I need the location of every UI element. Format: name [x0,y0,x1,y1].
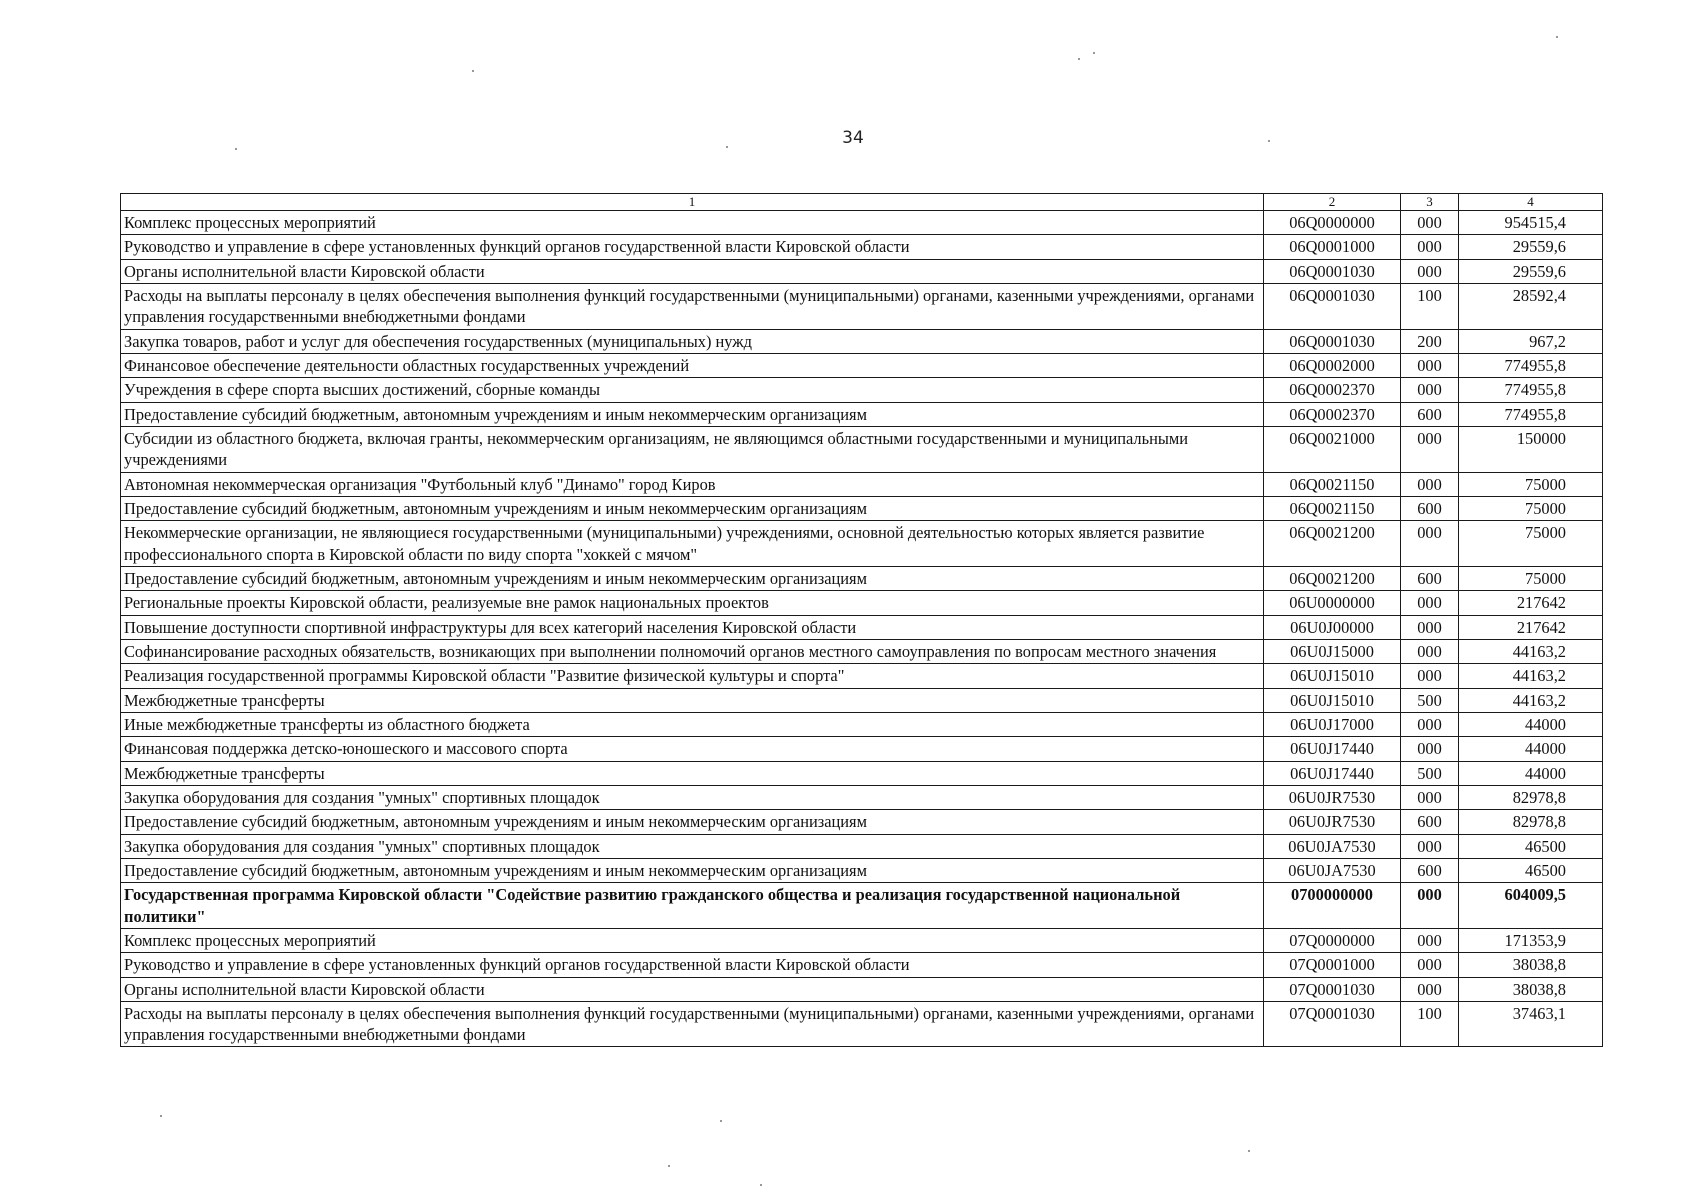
row-type-cell: 600 [1401,858,1459,882]
row-sum-cell: 44000 [1459,761,1603,785]
row-name-cell: Межбюджетные трансферты [121,688,1264,712]
row-name-cell: Органы исполнительной власти Кировской области [121,259,1264,283]
row-sum-cell: 44000 [1459,712,1603,736]
row-name-cell: Региональные проекты Кировской области, реализуемые вне рамок национальных проектов [121,591,1264,615]
row-sum-cell: 75000 [1459,472,1603,496]
row-sum-cell: 44163,2 [1459,688,1603,712]
table-row [121,211,1603,235]
row-type-cell: 000 [1401,353,1459,377]
row-code-cell: 06Q0021150 [1264,472,1401,496]
row-type-cell: 000 [1401,785,1459,809]
scan-speck [235,148,237,150]
table-row [121,472,1603,496]
row-name-cell: Предоставление субсидий бюджетным, автономным учреждениям и иным некоммерческим организациям [121,858,1264,882]
row-name-cell: Автономная некоммерческая организация "Футбольный клуб "Динамо" город Киров [121,472,1264,496]
row-sum-cell: 46500 [1459,834,1603,858]
row-code-cell: 06U0J17440 [1264,737,1401,761]
scan-speck [668,1165,670,1167]
row-sum-cell: 604009,5 [1459,883,1603,929]
table-row [121,761,1603,785]
header-col-1: 1 [121,194,1264,211]
row-sum-cell: 217642 [1459,615,1603,639]
row-code-cell: 06Q0002000 [1264,353,1401,377]
row-name-cell: Руководство и управление в сфере установленных функций органов государственной власти Кировской области [121,953,1264,977]
table-row [121,953,1603,977]
row-name-cell: Закупка оборудования для создания "умных" спортивных площадок [121,834,1264,858]
table-row [121,688,1603,712]
row-name-cell: Руководство и управление в сфере установленных функций органов государственной власти Кировской области [121,235,1264,259]
row-name-cell: Предоставление субсидий бюджетным, автономным учреждениям и иным некоммерческим организациям [121,496,1264,520]
row-type-cell: 000 [1401,639,1459,663]
row-name-cell: Некоммерческие организации, не являющиеся государственными (муниципальными) учреждениями, основной деятельностью которых является развитие профессионального спорта в Кировской области по виду спорта "хоккей с мячом" [121,521,1264,567]
table-row [121,566,1603,590]
row-type-cell: 000 [1401,883,1459,929]
scan-speck [160,1115,162,1117]
row-type-cell: 000 [1401,378,1459,402]
table-row [121,834,1603,858]
row-type-cell: 600 [1401,810,1459,834]
row-sum-cell: 29559,6 [1459,259,1603,283]
row-code-cell: 06Q0002370 [1264,378,1401,402]
row-code-cell: 06U0J15010 [1264,664,1401,688]
row-name-cell: Финансовая поддержка детско-юношеского и массового спорта [121,737,1264,761]
row-type-cell: 500 [1401,761,1459,785]
row-code-cell: 06Q0001030 [1264,259,1401,283]
row-type-cell: 200 [1401,329,1459,353]
row-type-cell: 600 [1401,402,1459,426]
row-sum-cell: 75000 [1459,566,1603,590]
row-code-cell: 06Q0001030 [1264,329,1401,353]
row-type-cell: 000 [1401,834,1459,858]
table-row [121,858,1603,882]
row-code-cell: 06U0JR7530 [1264,785,1401,809]
row-name-cell: Предоставление субсидий бюджетным, автономным учреждениям и иным некоммерческим организациям [121,810,1264,834]
row-sum-cell: 967,2 [1459,329,1603,353]
row-sum-cell: 774955,8 [1459,402,1603,426]
row-sum-cell: 38038,8 [1459,977,1603,1001]
row-type-cell: 000 [1401,259,1459,283]
row-name-cell: Реализация государственной программы Кировской области "Развитие физической культуры и спорта" [121,664,1264,688]
row-code-cell: 06U0J15010 [1264,688,1401,712]
row-name-cell: Субсидии из областного бюджета, включая гранты, некоммерческим организациям, не являющимся областными государственными и муниципальными учреждениями [121,426,1264,472]
row-name-cell: Иные межбюджетные трансферты из областного бюджета [121,712,1264,736]
row-name-cell: Предоставление субсидий бюджетным, автономным учреждениям и иным некоммерческим организациям [121,566,1264,590]
row-sum-cell: 28592,4 [1459,283,1603,329]
row-code-cell: 06Q0021150 [1264,496,1401,520]
table-row [121,402,1603,426]
table-row [121,1001,1603,1047]
table-row [121,329,1603,353]
table-row [121,664,1603,688]
row-code-cell: 07Q0001030 [1264,977,1401,1001]
row-type-cell: 000 [1401,712,1459,736]
table-row [121,785,1603,809]
row-sum-cell: 75000 [1459,521,1603,567]
table-row [121,283,1603,329]
budget-table [120,193,1603,1047]
row-sum-cell: 954515,4 [1459,211,1603,235]
row-name-cell: Предоставление субсидий бюджетным, автономным учреждениям и иным некоммерческим организациям [121,402,1264,426]
table-row [121,928,1603,952]
table-row [121,235,1603,259]
row-type-cell: 000 [1401,235,1459,259]
row-name-cell: Финансовое обеспечение деятельности областных государственных учреждений [121,353,1264,377]
row-sum-cell: 44163,2 [1459,639,1603,663]
row-sum-cell: 82978,8 [1459,785,1603,809]
row-sum-cell: 37463,1 [1459,1001,1603,1047]
table-row [121,591,1603,615]
scan-speck [1268,140,1270,142]
scan-speck [760,1184,762,1186]
row-code-cell: 06Q0001030 [1264,283,1401,329]
row-sum-cell: 29559,6 [1459,235,1603,259]
row-name-cell: Расходы на выплаты персоналу в целях обеспечения выполнения функций государственными (муниципальными) органами, казенными учреждениями, органами управления государственными внебюджетными фондами [121,283,1264,329]
row-code-cell: 06Q0021200 [1264,566,1401,590]
row-sum-cell: 38038,8 [1459,953,1603,977]
row-type-cell: 000 [1401,928,1459,952]
row-type-cell: 000 [1401,521,1459,567]
row-code-cell: 0700000000 [1264,883,1401,929]
row-code-cell: 07Q0001030 [1264,1001,1401,1047]
row-code-cell: 06Q0000000 [1264,211,1401,235]
row-name-cell: Межбюджетные трансферты [121,761,1264,785]
row-type-cell: 600 [1401,496,1459,520]
row-type-cell: 000 [1401,426,1459,472]
scan-speck [1078,58,1080,60]
table-row [121,426,1603,472]
table-row [121,378,1603,402]
table-row [121,615,1603,639]
row-type-cell: 000 [1401,615,1459,639]
row-code-cell: 06Q0002370 [1264,402,1401,426]
row-code-cell: 06U0JA7530 [1264,834,1401,858]
row-code-cell: 06Q0021200 [1264,521,1401,567]
row-name-cell: Закупка оборудования для создания "умных" спортивных площадок [121,785,1264,809]
row-type-cell: 000 [1401,977,1459,1001]
table-row [121,977,1603,1001]
table-row [121,521,1603,567]
row-sum-cell: 774955,8 [1459,378,1603,402]
table-header-row [121,194,1603,211]
scan-speck [1556,36,1558,38]
header-col-3: 3 [1401,194,1459,211]
row-sum-cell: 75000 [1459,496,1603,520]
row-code-cell: 06Q0021000 [1264,426,1401,472]
table-row [121,737,1603,761]
scan-speck [1093,52,1095,54]
header-col-4: 4 [1459,194,1603,211]
row-name-cell: Комплекс процессных мероприятий [121,928,1264,952]
row-code-cell: 07Q0001000 [1264,953,1401,977]
row-sum-cell: 150000 [1459,426,1603,472]
table-row [121,712,1603,736]
table-row [121,353,1603,377]
row-code-cell: 06U0J00000 [1264,615,1401,639]
row-type-cell: 500 [1401,688,1459,712]
table-row [121,639,1603,663]
row-type-cell: 000 [1401,737,1459,761]
row-sum-cell: 46500 [1459,858,1603,882]
row-code-cell: 06U0J17440 [1264,761,1401,785]
row-type-cell: 000 [1401,664,1459,688]
row-sum-cell: 774955,8 [1459,353,1603,377]
row-name-cell: Повышение доступности спортивной инфраструктуры для всех категорий населения Кировской области [121,615,1264,639]
row-sum-cell: 217642 [1459,591,1603,615]
row-code-cell: 06U0J17000 [1264,712,1401,736]
table-row [121,810,1603,834]
header-col-2: 2 [1264,194,1401,211]
scan-speck [1248,1150,1250,1152]
row-code-cell: 07Q0000000 [1264,928,1401,952]
row-type-cell: 000 [1401,211,1459,235]
row-type-cell: 000 [1401,472,1459,496]
page-number: 34 [842,128,864,148]
row-name-cell: Софинансирование расходных обязательств, возникающих при выполнении полномочий органов местного самоуправления по вопросам местного значения [121,639,1264,663]
row-type-cell: 600 [1401,566,1459,590]
row-name-cell: Расходы на выплаты персоналу в целях обеспечения выполнения функций государственными (муниципальными) органами, казенными учреждениями, органами управления государственными внебюджетными фондами [121,1001,1264,1047]
row-code-cell: 06U0000000 [1264,591,1401,615]
table-row [121,883,1603,929]
scan-speck [472,70,474,72]
row-code-cell: 06U0JA7530 [1264,858,1401,882]
row-code-cell: 06U0JR7530 [1264,810,1401,834]
row-type-cell: 100 [1401,283,1459,329]
scan-speck [720,1120,722,1122]
row-sum-cell: 82978,8 [1459,810,1603,834]
row-name-cell: Государственная программа Кировской области "Содействие развитию гражданского общества и реализация государственной национальной политики" [121,883,1264,929]
row-code-cell: 06U0J15000 [1264,639,1401,663]
row-name-cell: Учреждения в сфере спорта высших достижений, сборные команды [121,378,1264,402]
row-type-cell: 000 [1401,953,1459,977]
row-name-cell: Органы исполнительной власти Кировской области [121,977,1264,1001]
scan-speck [726,146,728,148]
row-code-cell: 06Q0001000 [1264,235,1401,259]
row-sum-cell: 171353,9 [1459,928,1603,952]
row-type-cell: 100 [1401,1001,1459,1047]
table-row [121,496,1603,520]
row-name-cell: Комплекс процессных мероприятий [121,211,1264,235]
table-row [121,259,1603,283]
row-sum-cell: 44000 [1459,737,1603,761]
row-sum-cell: 44163,2 [1459,664,1603,688]
row-name-cell: Закупка товаров, работ и услуг для обеспечения государственных (муниципальных) нужд [121,329,1264,353]
row-type-cell: 000 [1401,591,1459,615]
